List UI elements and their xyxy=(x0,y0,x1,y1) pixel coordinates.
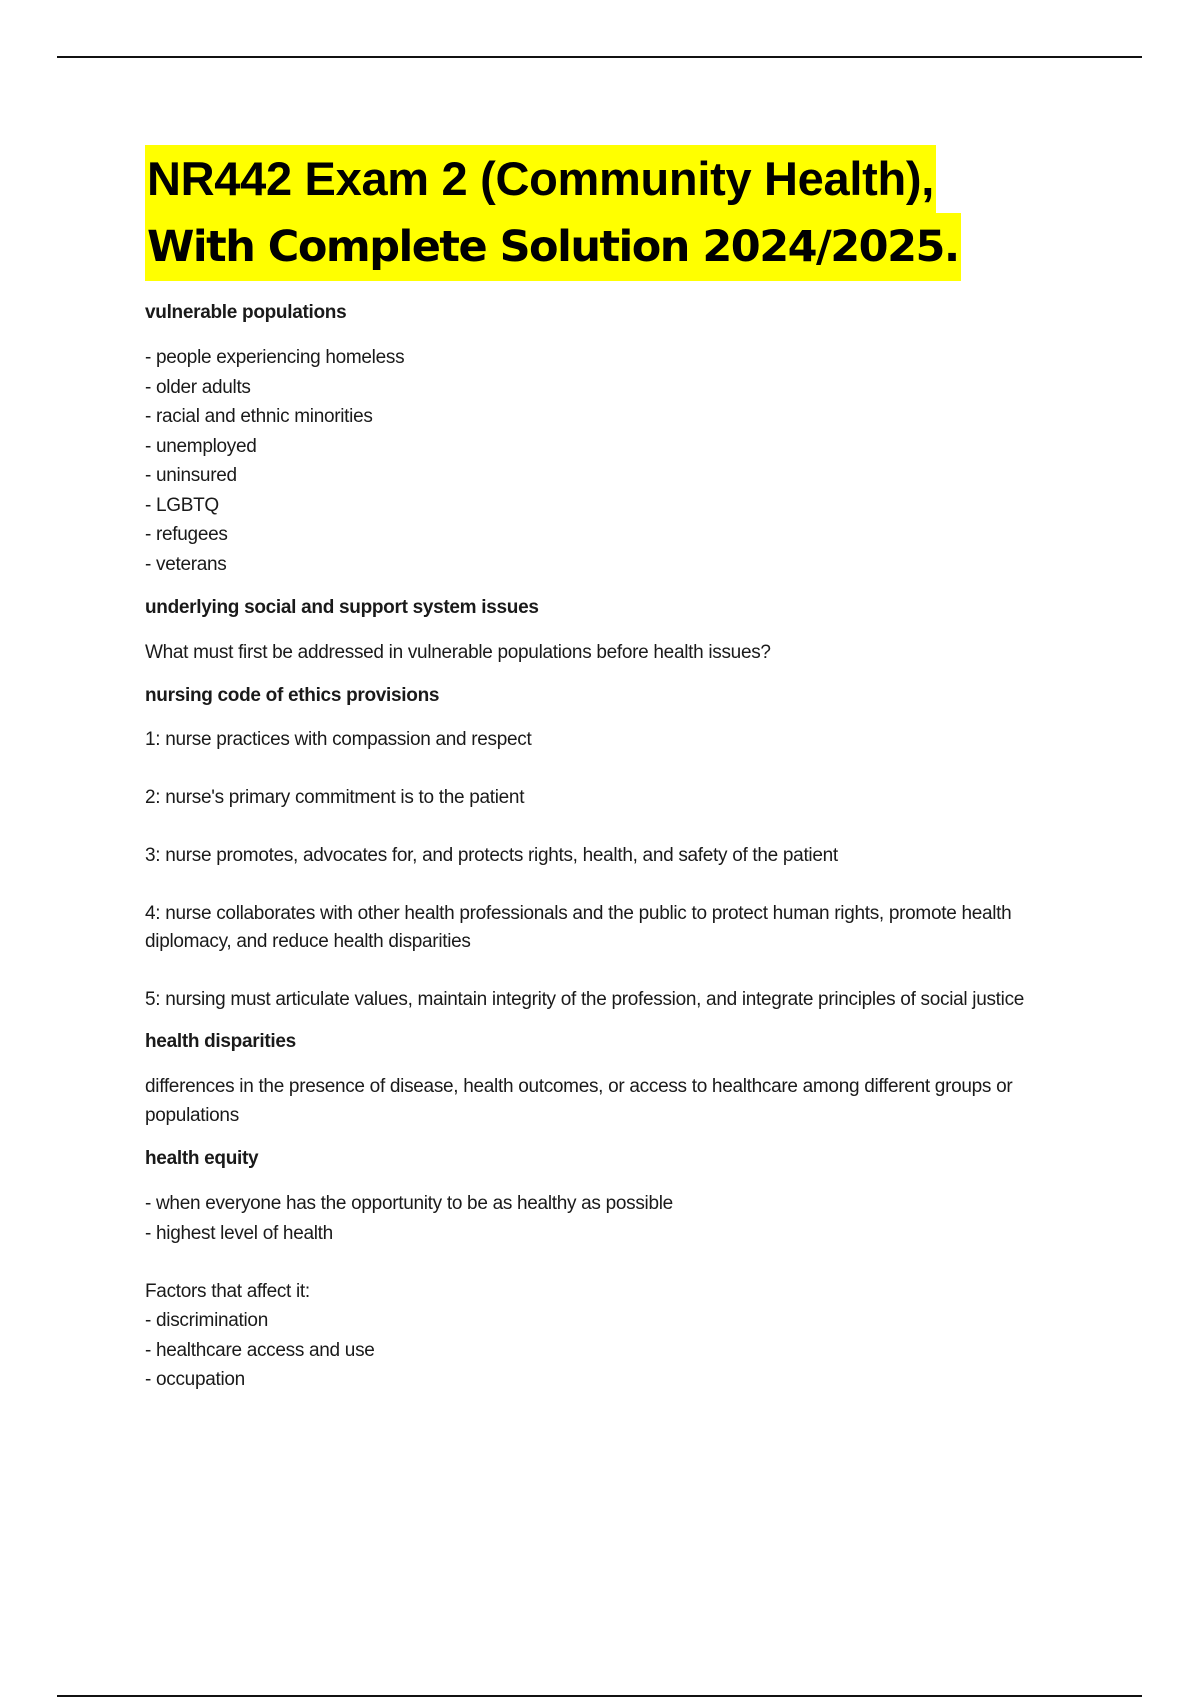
term-vulnerable-populations: vulnerable populations xyxy=(145,302,347,323)
document-page xyxy=(145,145,1090,1395)
provision-1: 1: nurse practices with compassion and respect xyxy=(145,729,532,750)
list-item: - LGBTQ xyxy=(145,494,219,516)
term-health-disparities: health disparities xyxy=(145,1031,296,1052)
title-line-1: NR442 Exam 2 (Community Health), xyxy=(145,145,936,213)
title-line-2: With Complete Solution 2024/2025. xyxy=(145,213,961,281)
term-underlying-issues: underlying social and support system issues xyxy=(145,597,539,618)
document-title xyxy=(145,145,1090,281)
list-item: - refugees xyxy=(145,524,228,545)
definition-underlying-issues: What must first be addressed in vulnerable populations before health issues? xyxy=(145,642,771,663)
definition-health-disparities: differences in the presence of disease, health outcomes, or access to healthcare among different groups or populations xyxy=(145,1076,1013,1126)
factors-list xyxy=(145,1306,1090,1395)
top-rule xyxy=(57,56,1142,58)
health-equity-list xyxy=(145,1189,1090,1248)
factors-label: Factors that affect it: xyxy=(145,1281,310,1302)
list-item: - older adults xyxy=(145,376,251,398)
list-item: - unemployed xyxy=(145,435,257,457)
list-item: - occupation xyxy=(145,1369,245,1390)
term-code-of-ethics: nursing code of ethics provisions xyxy=(145,685,440,706)
list-item: - veterans xyxy=(145,553,227,575)
term-health-equity: health equity xyxy=(145,1148,259,1169)
list-item: - people experiencing homeless xyxy=(145,347,405,368)
provision-5: 5: nursing must articulate values, maintain integrity of the profession, and integrate principles of social justice xyxy=(145,989,1025,1010)
list-item: - highest level of health xyxy=(145,1222,333,1244)
list-item: - racial and ethnic minorities xyxy=(145,406,373,427)
provision-4: 4: nurse collaborates with other health professionals and the public to protect human rights, promote health diplomacy, and reduce health disparities xyxy=(145,903,1012,952)
list-item: - discrimination xyxy=(145,1310,268,1331)
vulnerable-populations-list xyxy=(145,343,1090,579)
list-item: - healthcare access and use xyxy=(145,1339,375,1361)
provision-3: 3: nurse promotes, advocates for, and protects rights, health, and safety of the patient xyxy=(145,845,838,866)
provision-2: 2: nurse's primary commitment is to the patient xyxy=(145,787,525,808)
list-item: - when everyone has the opportunity to be as healthy as possible xyxy=(145,1193,673,1214)
bottom-rule xyxy=(57,1695,1142,1697)
list-item: - uninsured xyxy=(145,465,237,486)
